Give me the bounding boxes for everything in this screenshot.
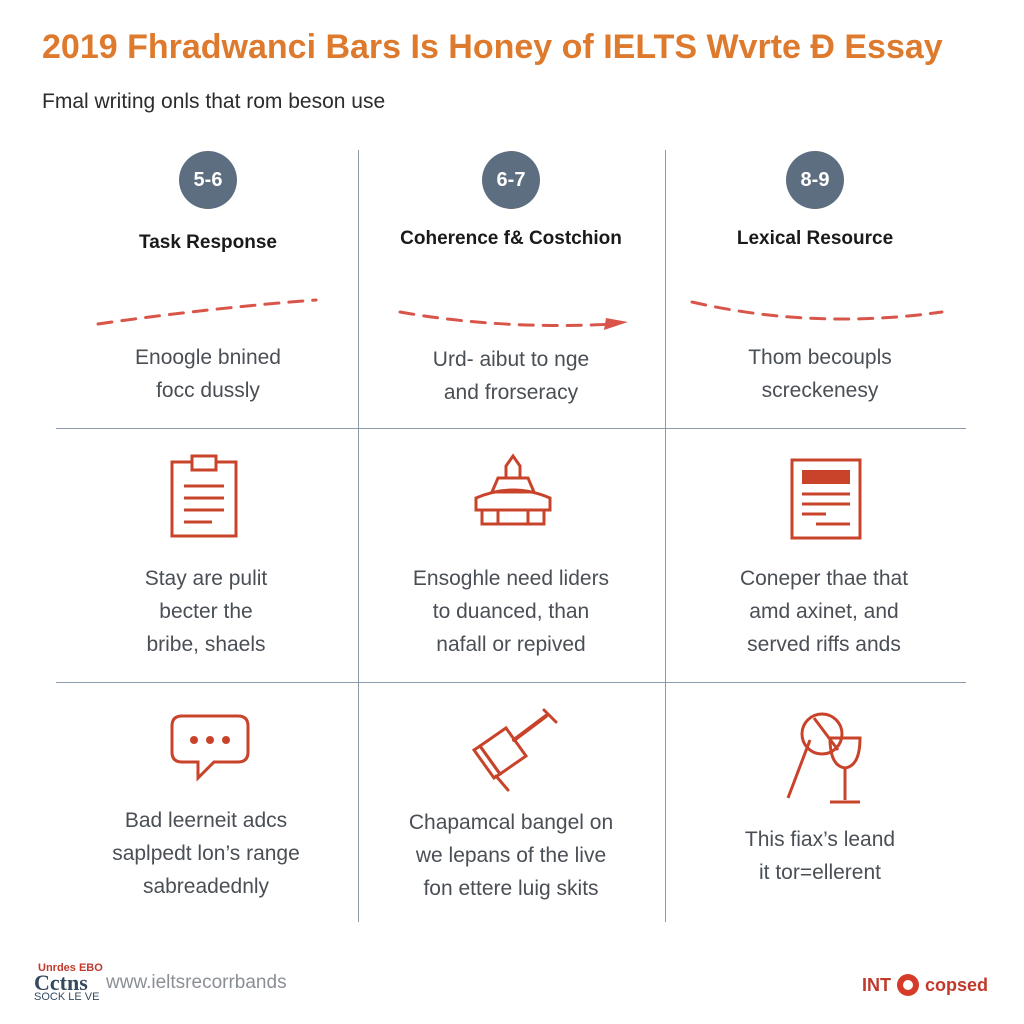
cell-line: it tor=ellerent bbox=[759, 861, 881, 884]
dashed-divider bbox=[90, 290, 330, 340]
cell-line: Urd- aibut to nge bbox=[432, 348, 590, 371]
footer-url[interactable]: www.ieltsrecorrbands bbox=[106, 972, 287, 993]
footer-logo-bottom: SOCK LE VE bbox=[34, 991, 100, 1003]
clipboard-icon bbox=[166, 454, 242, 540]
brand-mark-icon bbox=[897, 974, 919, 996]
speech-bubble-icon bbox=[168, 712, 252, 786]
dashed-divider bbox=[392, 300, 642, 340]
cell-line: amd axinet, and bbox=[749, 600, 899, 623]
footer-logo bbox=[34, 962, 103, 1004]
footer-brand bbox=[862, 974, 988, 996]
cell-description bbox=[361, 806, 661, 905]
dashed-divider bbox=[684, 290, 954, 335]
cell-line: nafall or repived bbox=[436, 633, 586, 656]
castle-icon bbox=[468, 452, 558, 532]
cell-description bbox=[670, 341, 970, 407]
cell-description bbox=[674, 562, 974, 661]
cell-line: saplpedt lon’s range bbox=[112, 842, 300, 865]
criterion-label: Task Response bbox=[139, 232, 277, 253]
criterion-label: Coherence f& Costchion bbox=[400, 228, 622, 249]
grid-divider-vertical bbox=[665, 150, 666, 922]
cell-description bbox=[361, 562, 661, 661]
cell-line: and frorseracy bbox=[443, 381, 579, 404]
footer-logo-top: Unrdes EBO bbox=[38, 962, 103, 974]
cell-line: Coneper thae that bbox=[739, 567, 909, 590]
cell-description bbox=[670, 823, 970, 889]
cell-line: This fiax’s leand bbox=[744, 828, 896, 851]
tool-icon bbox=[466, 706, 562, 796]
cell-description bbox=[56, 562, 356, 661]
grid-divider-horizontal bbox=[56, 682, 966, 683]
grid-divider-vertical bbox=[358, 150, 359, 922]
cell-line: we lepans of the live bbox=[415, 844, 607, 867]
cell-line: served riffs ands bbox=[747, 633, 901, 656]
cell-line: screckenesy bbox=[761, 379, 879, 402]
cell-line: focc dussly bbox=[156, 379, 260, 402]
cell-description bbox=[361, 343, 661, 409]
cell-line: Bad leerneit adcs bbox=[124, 809, 288, 832]
cell-line: sabreadednly bbox=[142, 875, 270, 898]
cell-line: to duanced, than bbox=[432, 600, 590, 623]
footer-logo-main: Cctns bbox=[34, 970, 88, 995]
footer-brand-prefix: INT bbox=[862, 974, 891, 995]
footer-brand-name: copsed bbox=[925, 974, 989, 995]
cell-line: Enoogle bnined bbox=[135, 346, 281, 369]
cell-line: bribe, shaels bbox=[146, 633, 266, 656]
band-badge: 8-9 bbox=[786, 151, 844, 209]
cell-description bbox=[56, 804, 356, 903]
band-badge: 6-7 bbox=[482, 151, 540, 209]
page-title: 2019 Fhradwanci Bars Is Honey of IELTS Wvrte Ɖ Essay bbox=[42, 28, 943, 66]
wine-glass-icon bbox=[782, 710, 868, 810]
cell-line: Thom becoupls bbox=[748, 346, 892, 369]
cell-line: becter the bbox=[159, 600, 253, 623]
grid-divider-horizontal bbox=[56, 428, 966, 429]
cell-line: fon ettere luig skits bbox=[423, 877, 599, 900]
cell-description bbox=[58, 341, 358, 407]
cell-line: Chapamcal bangel on bbox=[408, 811, 614, 834]
band-badge: 5-6 bbox=[179, 151, 237, 209]
cell-line: Ensoghle need liders bbox=[412, 567, 610, 590]
page-subtitle: Fmal writing onls that rom beson use bbox=[42, 90, 386, 113]
criterion-label: Lexical Resource bbox=[736, 228, 894, 249]
cell-line: Stay are pulit bbox=[144, 567, 268, 590]
document-icon bbox=[786, 456, 866, 542]
